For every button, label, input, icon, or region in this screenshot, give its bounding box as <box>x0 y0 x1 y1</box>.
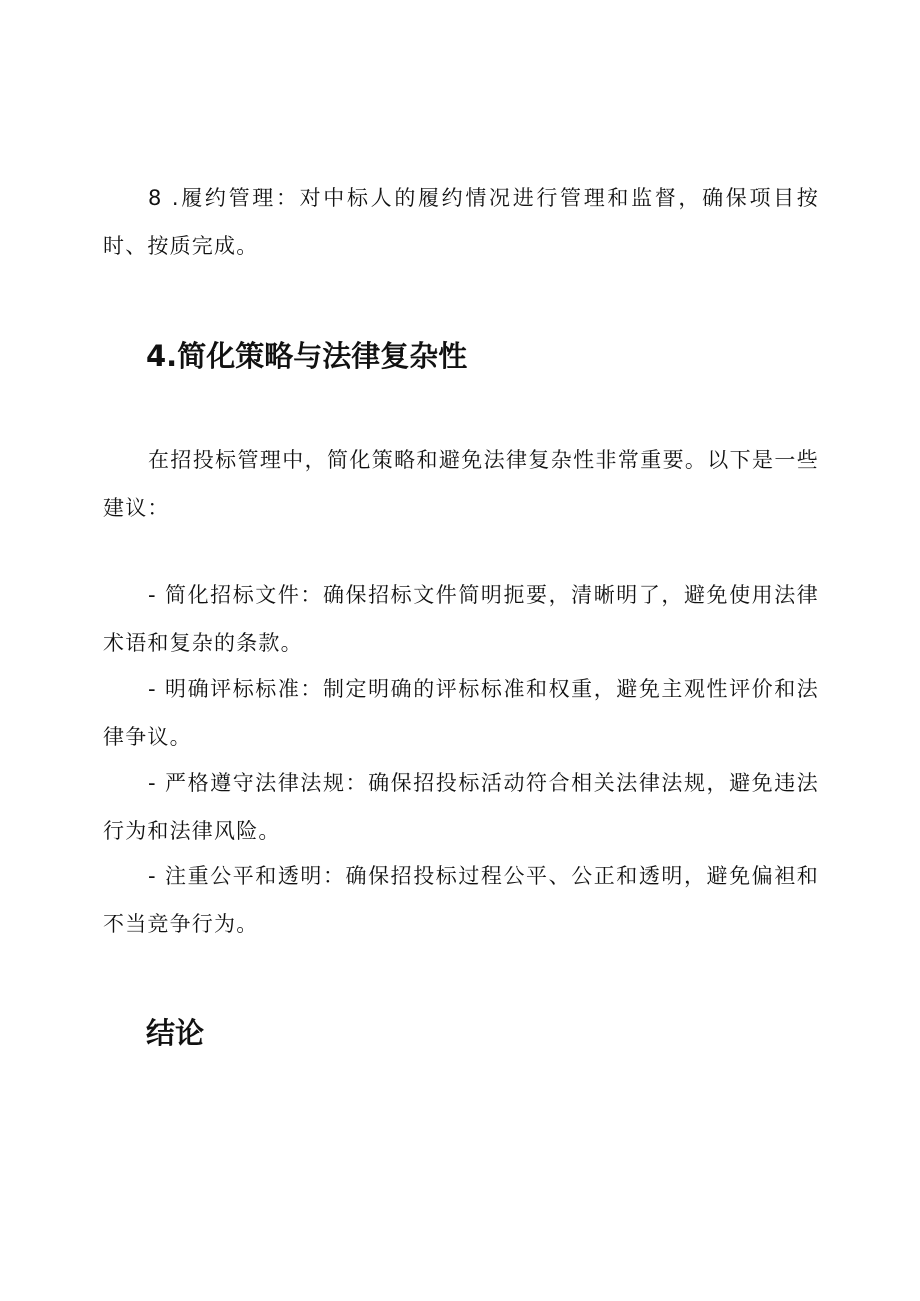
bullet-clear-criteria: - 明确评标标准：制定明确的评标标准和权重，避免主观性评价和法律争议。 <box>103 677 819 749</box>
intro-paragraph: 在招投标管理中，简化策略和避免法律复杂性非常重要。以下是一些建议： <box>103 448 819 520</box>
bullet-fairness-transparency: - 注重公平和透明：确保招投标过程公平、公正和透明，避免偏袒和不当竞争行为。 <box>103 864 819 936</box>
conclusion-heading: 结论 <box>146 1016 205 1050</box>
section-4-heading: 4.简化策略与法律复杂性 <box>146 339 468 373</box>
bullet-simplify-documents: - 简化招标文件：确保招标文件简明扼要，清晰明了，避免使用法律术语和复杂的条款。 <box>103 583 819 655</box>
list-item-8-paragraph: 8 .履约管理：对中标人的履约情况进行管理和监督，确保项目按时、按质完成。 <box>103 186 819 258</box>
bullet-comply-laws: - 严格遵守法律法规：确保招投标活动符合相关法律法规，避免违法行为和法律风险。 <box>103 771 819 843</box>
